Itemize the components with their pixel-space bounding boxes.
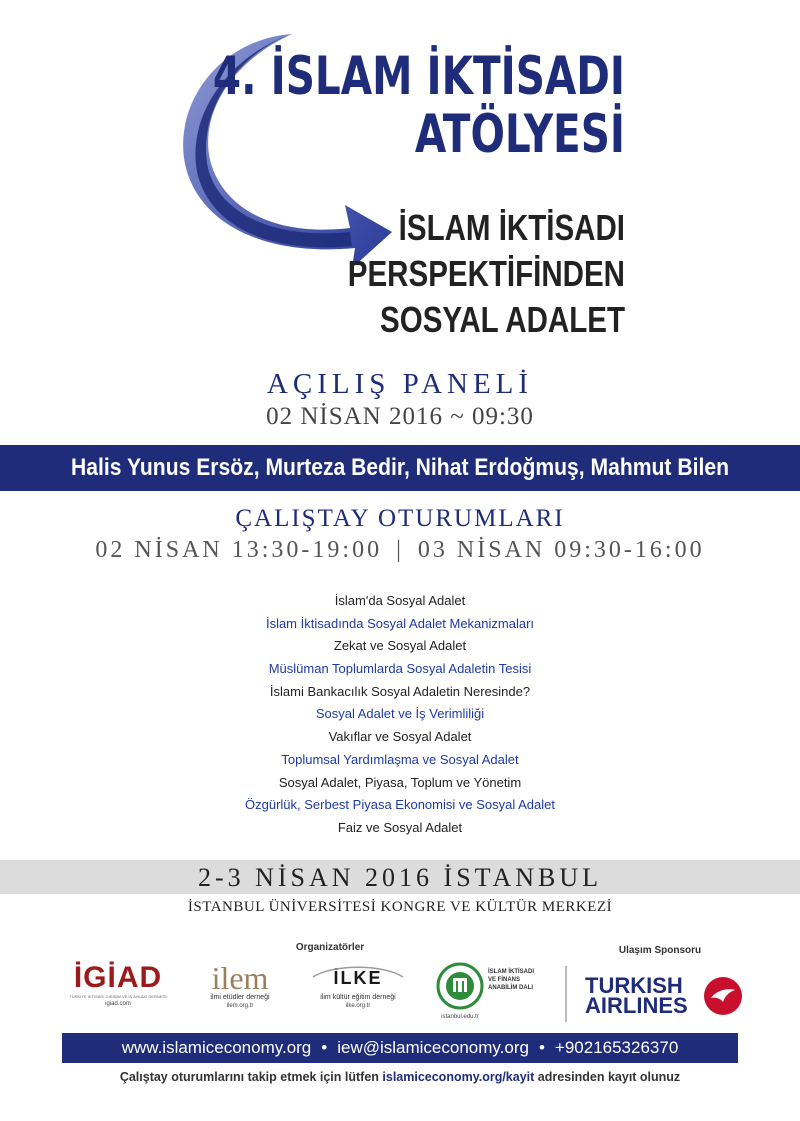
turkish-airlines-logo [585,973,745,1018]
topics-list [0,590,800,840]
topic-item: İslam'da Sosyal Adalet [334,593,466,608]
university-seal-icon [436,962,484,1010]
subtitle-line-1: İSLAM İKTİSADI [398,207,625,248]
ilke-wordmark: İLKE [333,968,383,988]
contact-bullet: • [538,1038,545,1057]
topic-item: Özgürlük, Serbest Piyasa Ekonomisi ve Sosyal Adalet [245,797,555,813]
session-separator: | [396,537,404,563]
workshop-sessions-title: ÇALIŞTAY OTURUMLARI [235,505,565,532]
opening-panel-title: AÇILIŞ PANELİ [266,368,534,400]
subtitle-line-2: PERSPEKTİFİNDEN [347,253,625,294]
title-line-1: 4. İSLAM İKTİSADI [212,46,625,107]
event-venue: İSTANBUL ÜNİVERSİTESİ KONGRE VE KÜLTÜR MERKEZİ [187,899,613,915]
topic-item: İslam İktisadında Sosyal Adalet Mekanizmaları [265,615,535,631]
contact-bullet: • [321,1038,328,1057]
opening-panel-datetime: 02 NİSAN 2016 ~ 09:30 [266,403,534,430]
contact-band [62,1033,738,1063]
topic-item: İslami Bankacılık Sosyal Adaletin Neresinde? [269,683,531,699]
session-day-2: 03 NİSAN 09:30-16:00 [417,537,705,563]
topic-item: Toplumsal Yardımlaşma ve Sosyal Adalet [281,751,519,767]
title-line-2: ATÖLYESİ [414,104,625,165]
iu-line-2: VE FİNANS [488,977,521,983]
igiad-logo [58,962,178,1007]
registration-note [0,1070,800,1084]
ilke-tagline: ilim kültür eğitim derneği [320,994,396,1001]
ilem-tagline: ilmi etüdler derneği [210,994,270,1001]
topic-item: Vakıflar ve Sosyal Adalet [328,729,472,745]
iu-department-name [488,968,552,992]
igiad-wordmark: İGİAD [73,961,163,994]
ilke-url: ilke.org.tr [345,1003,371,1009]
workshop-title [0,48,625,164]
topic-item: Zekat ve Sosyal Adalet [333,638,467,654]
thy-bird-icon [703,976,743,1016]
registration-prefix: Çalıştay oturumlarını takip etmek için lütfen [119,1070,379,1084]
iu-line-3: ANABİLİM DALI [488,985,533,991]
sponsor-divider [565,966,567,1022]
ilke-arc-icon [303,964,413,978]
organizers-label: Organizatörler [295,942,365,953]
subtitle-line-3: SOSYAL ADALET [380,299,625,340]
event-dates: 2-3 NİSAN 2016 İSTANBUL [197,863,603,892]
session-day-1: 02 NİSAN 13:30-19:00 [95,537,383,563]
event-dates-band [0,860,800,894]
registration-link[interactable]: islamiceconomy.org/kayit [382,1070,535,1084]
thy-wordmark-line-2: AIRLINES [585,993,688,1018]
igiad-fine-print: TÜRKİYE İKTİSADİ GİRİŞİM VE İŞ AHLAKI DERNEĞİ [69,994,167,999]
thy-wordmark-line-1: TURKISH [585,973,683,998]
website-link[interactable]: www.islamiceconomy.org [121,1038,312,1057]
ilke-logo [303,962,413,1009]
workshop-session-times [0,537,800,564]
ilem-wordmark: ilem [211,960,269,996]
topic-item: Faiz ve Sosyal Adalet [337,819,463,835]
iu-line-1: İSLAM İKTİSADI [488,969,534,975]
topic-item: Müslüman Toplumlarda Sosyal Adaletin Tesisi [268,661,532,677]
workshop-subtitle [0,205,625,343]
ilem-url: ilem.org.tr [226,1003,254,1009]
speakers-list: Halis Yunus Ersöz, Murteza Bedir, Nihat Erdoğmuş, Mahmut Bilen [71,454,729,481]
phone-number: +902165326370 [554,1038,679,1057]
topic-item: Sosyal Adalet, Piyasa, Toplum ve Yönetim [278,774,522,790]
speakers-band [0,445,800,491]
email-link[interactable]: iew@islamiceconomy.org [337,1038,529,1057]
iu-url: istanbul.edu.tr [441,1014,479,1020]
igiad-url: igiad.com [105,1001,131,1007]
ilem-logo [190,962,290,1009]
topic-item: Sosyal Adalet ve İş Verimliliği [315,706,485,722]
registration-suffix: adresinden kayıt olunuz [537,1070,681,1084]
sponsor-label: Ulaşım Sponsoru [618,945,702,956]
